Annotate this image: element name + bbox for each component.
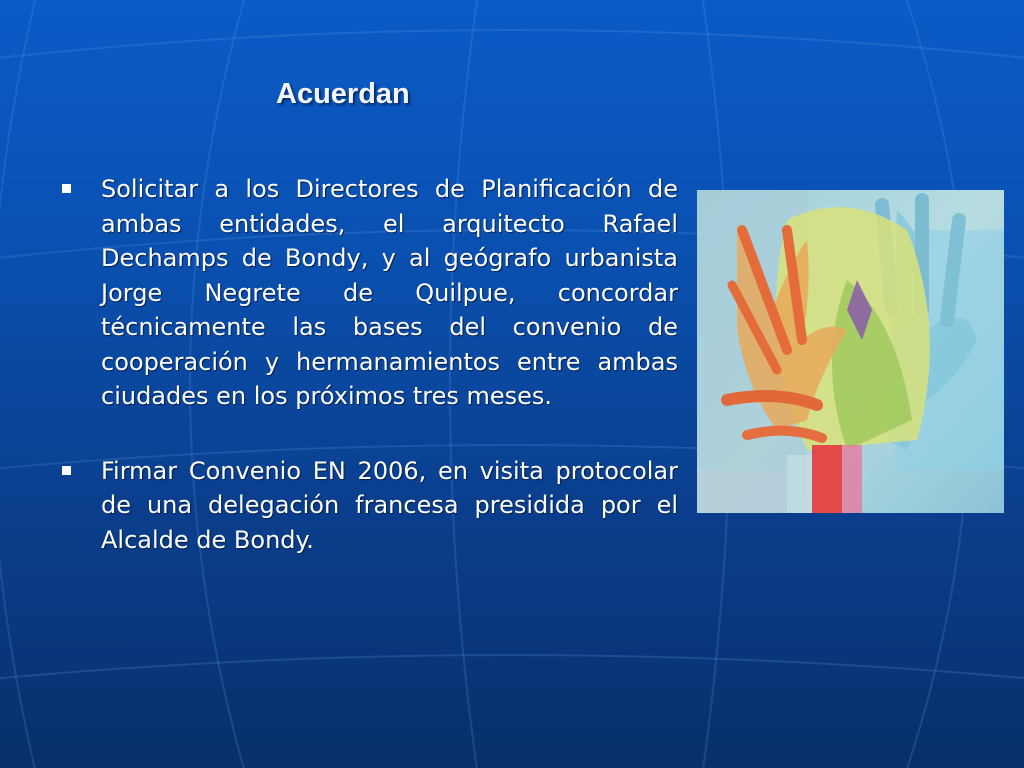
bullet-item: [62, 172, 678, 414]
slide-title: Acuerdan: [276, 78, 410, 110]
square-bullet-icon: [62, 184, 71, 193]
bullet-text: Solicitar a los Directores de Planificación de ambas entidades, el arquitecto Rafael Dechamps de Bondy, y al geógrafo urbanista Jorge Negrete de Quilpue, concordar técnicamente las bases del convenio de cooperación y hermanamientos entre ambas ciudades en los próximos tres meses.: [101, 175, 678, 410]
bullet-text: Firmar Convenio EN 2006, en visita protocolar de una delegación francesa presidida por el Alcalde de Bondy.: [101, 456, 678, 554]
square-bullet-icon: [62, 466, 71, 475]
bullet-item: [62, 454, 678, 558]
bullet-list: [62, 172, 678, 557]
painted-tree-hands-image: [697, 190, 1004, 513]
